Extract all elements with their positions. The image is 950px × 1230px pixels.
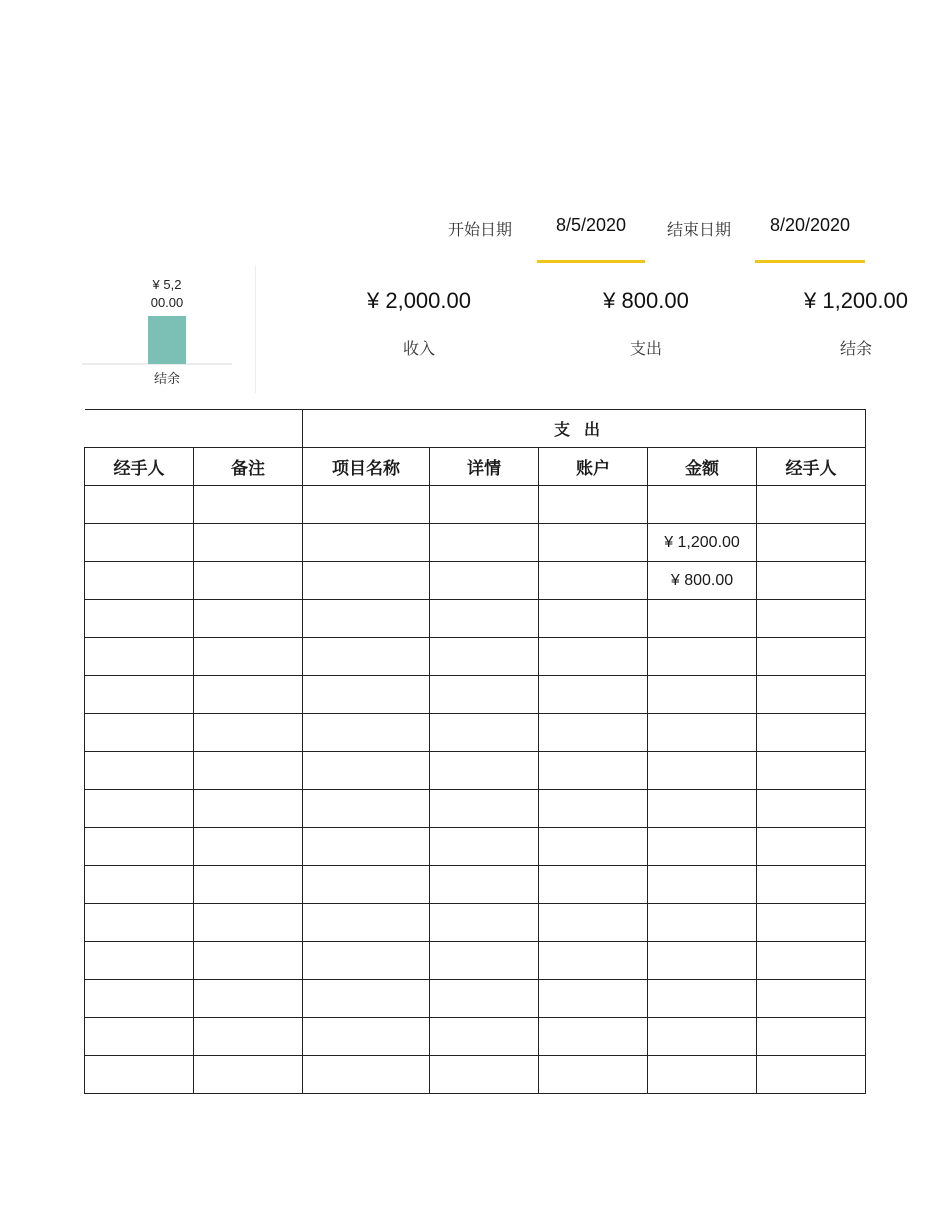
table-cell[interactable] [430,828,539,866]
table-cell[interactable] [85,486,194,524]
table-cell[interactable] [194,600,303,638]
table-cell[interactable] [85,562,194,600]
table-cell[interactable] [648,1056,757,1094]
table-cell[interactable] [194,562,303,600]
table-cell[interactable] [85,866,194,904]
end-date-label: 结束日期 [667,222,732,239]
column-header: 金额 [648,448,757,486]
table-cell[interactable] [757,752,866,790]
table-cell[interactable] [430,714,539,752]
table-cell[interactable] [757,562,866,600]
table-cell[interactable] [648,980,757,1018]
table-cell[interactable] [757,676,866,714]
chart-bar [148,316,186,364]
balance-chart [80,270,240,395]
table-cell[interactable] [194,1018,303,1056]
table-row [85,980,866,1018]
table-cell[interactable] [430,676,539,714]
table-cell[interactable] [85,600,194,638]
column-header: 经手人 [757,448,866,486]
table-row [85,904,866,942]
table-cell[interactable] [194,676,303,714]
balance-value: ¥ 1,200.00 [804,288,908,313]
table-cell[interactable] [303,904,430,942]
table-cell[interactable] [648,866,757,904]
table-cell[interactable] [430,866,539,904]
income-label: 收入 [402,341,435,358]
table-row [85,600,866,638]
table-cell[interactable] [648,638,757,676]
table-cell[interactable] [430,752,539,790]
table-cell[interactable] [303,1056,430,1094]
table-cell[interactable] [648,942,757,980]
table-cell[interactable] [539,562,648,600]
table-cell[interactable] [430,1056,539,1094]
table-row [85,524,866,562]
table-row [85,752,866,790]
table-cell[interactable] [757,866,866,904]
table-cell[interactable]: ¥ 800.00 [648,562,757,600]
table-cell[interactable] [539,904,648,942]
table-cell[interactable] [194,486,303,524]
table-cell[interactable] [539,752,648,790]
table-cell[interactable]: ¥ 1,200.00 [648,524,757,562]
expense-label: 支出 [629,341,662,358]
table-cell[interactable] [539,524,648,562]
table-cell[interactable] [85,638,194,676]
table-cell[interactable] [85,942,194,980]
table-cell[interactable] [539,790,648,828]
table-cell[interactable] [757,828,866,866]
table-cell[interactable] [648,486,757,524]
table-cell[interactable] [303,638,430,676]
group-header-row [85,410,866,448]
table-cell[interactable] [539,942,648,980]
table-cell[interactable] [430,904,539,942]
table-cell[interactable] [85,790,194,828]
table-row [85,1056,866,1094]
column-header: 备注 [194,448,303,486]
table-cell[interactable] [194,790,303,828]
table-cell[interactable] [757,942,866,980]
table-cell[interactable] [85,904,194,942]
table-cell[interactable] [757,714,866,752]
table-cell[interactable] [85,714,194,752]
table-cell[interactable] [757,638,866,676]
start-date-underline [537,260,645,263]
table-cell[interactable] [539,676,648,714]
chart-data-label: ¥ 5,2 [152,277,182,292]
table-cell[interactable] [757,524,866,562]
table-cell[interactable] [757,1018,866,1056]
table-cell[interactable] [85,828,194,866]
table-row [85,1018,866,1056]
chart-category-label: 结余 [153,371,181,386]
table-cell[interactable] [194,1056,303,1094]
table-cell[interactable] [648,600,757,638]
table-row [85,714,866,752]
table-cell[interactable] [757,904,866,942]
table-cell[interactable] [430,942,539,980]
table-cell[interactable] [85,980,194,1018]
column-header: 详情 [430,448,539,486]
start-date-label: 开始日期 [448,222,513,239]
chart-divider [255,265,256,393]
table-cell[interactable] [303,828,430,866]
table-cell[interactable] [539,600,648,638]
table-cell[interactable] [648,676,757,714]
table-cell[interactable] [85,1056,194,1094]
table-cell[interactable] [757,1056,866,1094]
table-cell[interactable] [194,866,303,904]
table-cell[interactable] [648,714,757,752]
chart-data-label: 00.00 [150,295,184,310]
table-row [85,486,866,524]
table-cell[interactable] [303,562,430,600]
income-group-cell [85,410,303,448]
table-cell[interactable] [430,980,539,1018]
table-cell[interactable] [303,752,430,790]
table-cell[interactable] [648,828,757,866]
table-cell[interactable] [194,638,303,676]
table-row [85,638,866,676]
table-cell[interactable] [430,790,539,828]
table-cell[interactable] [539,980,648,1018]
table-cell[interactable] [539,638,648,676]
balance-label: 结余 [839,341,872,358]
end-date-value[interactable]: 8/20/2020 [769,215,851,235]
end-date-underline [755,260,865,263]
table-cell[interactable] [194,524,303,562]
table-cell[interactable] [648,752,757,790]
table-cell[interactable] [430,562,539,600]
table-cell[interactable] [85,524,194,562]
table-cell[interactable] [303,790,430,828]
table-cell[interactable] [539,486,648,524]
table-cell[interactable] [757,600,866,638]
table-cell[interactable] [303,942,430,980]
table-cell[interactable] [194,714,303,752]
table-row [85,562,866,600]
table-cell[interactable] [430,638,539,676]
column-header: 项目名称 [303,448,430,486]
table-cell[interactable] [430,524,539,562]
table-cell[interactable] [194,828,303,866]
column-header: 账户 [539,448,648,486]
table-cell[interactable] [539,714,648,752]
expense-group-title: 支出 [303,410,866,448]
table-row [85,866,866,904]
table-cell[interactable] [194,904,303,942]
table-cell[interactable] [539,1056,648,1094]
table-cell[interactable] [648,904,757,942]
table-cell[interactable] [539,828,648,866]
table-cell[interactable] [539,1018,648,1056]
table-cell[interactable] [757,486,866,524]
table-cell[interactable] [430,600,539,638]
table-cell[interactable] [648,1018,757,1056]
table-row [85,828,866,866]
table-cell[interactable] [757,790,866,828]
ledger-body [85,486,866,1094]
table-cell[interactable] [303,486,430,524]
table-cell[interactable] [303,866,430,904]
table-row [85,942,866,980]
table-cell[interactable] [430,1018,539,1056]
table-cell[interactable] [194,942,303,980]
income-value: ¥ 2,000.00 [367,288,471,313]
table-cell[interactable] [85,676,194,714]
ledger-table [84,409,866,1094]
column-header: 经手人 [85,448,194,486]
table-cell[interactable] [85,1018,194,1056]
table-cell[interactable] [303,676,430,714]
table-cell[interactable] [303,980,430,1018]
table-cell[interactable] [648,790,757,828]
table-cell[interactable] [539,866,648,904]
column-header-row [85,448,866,486]
table-cell[interactable] [303,600,430,638]
table-cell[interactable] [430,486,539,524]
expense-value: ¥ 800.00 [603,288,689,313]
table-row [85,676,866,714]
table-cell[interactable] [303,714,430,752]
table-cell[interactable] [757,980,866,1018]
table-cell[interactable] [85,752,194,790]
start-date-value[interactable]: 8/5/2020 [555,215,627,235]
table-cell[interactable] [303,524,430,562]
table-row [85,790,866,828]
table-cell[interactable] [194,980,303,1018]
table-cell[interactable] [194,752,303,790]
table-cell[interactable] [303,1018,430,1056]
